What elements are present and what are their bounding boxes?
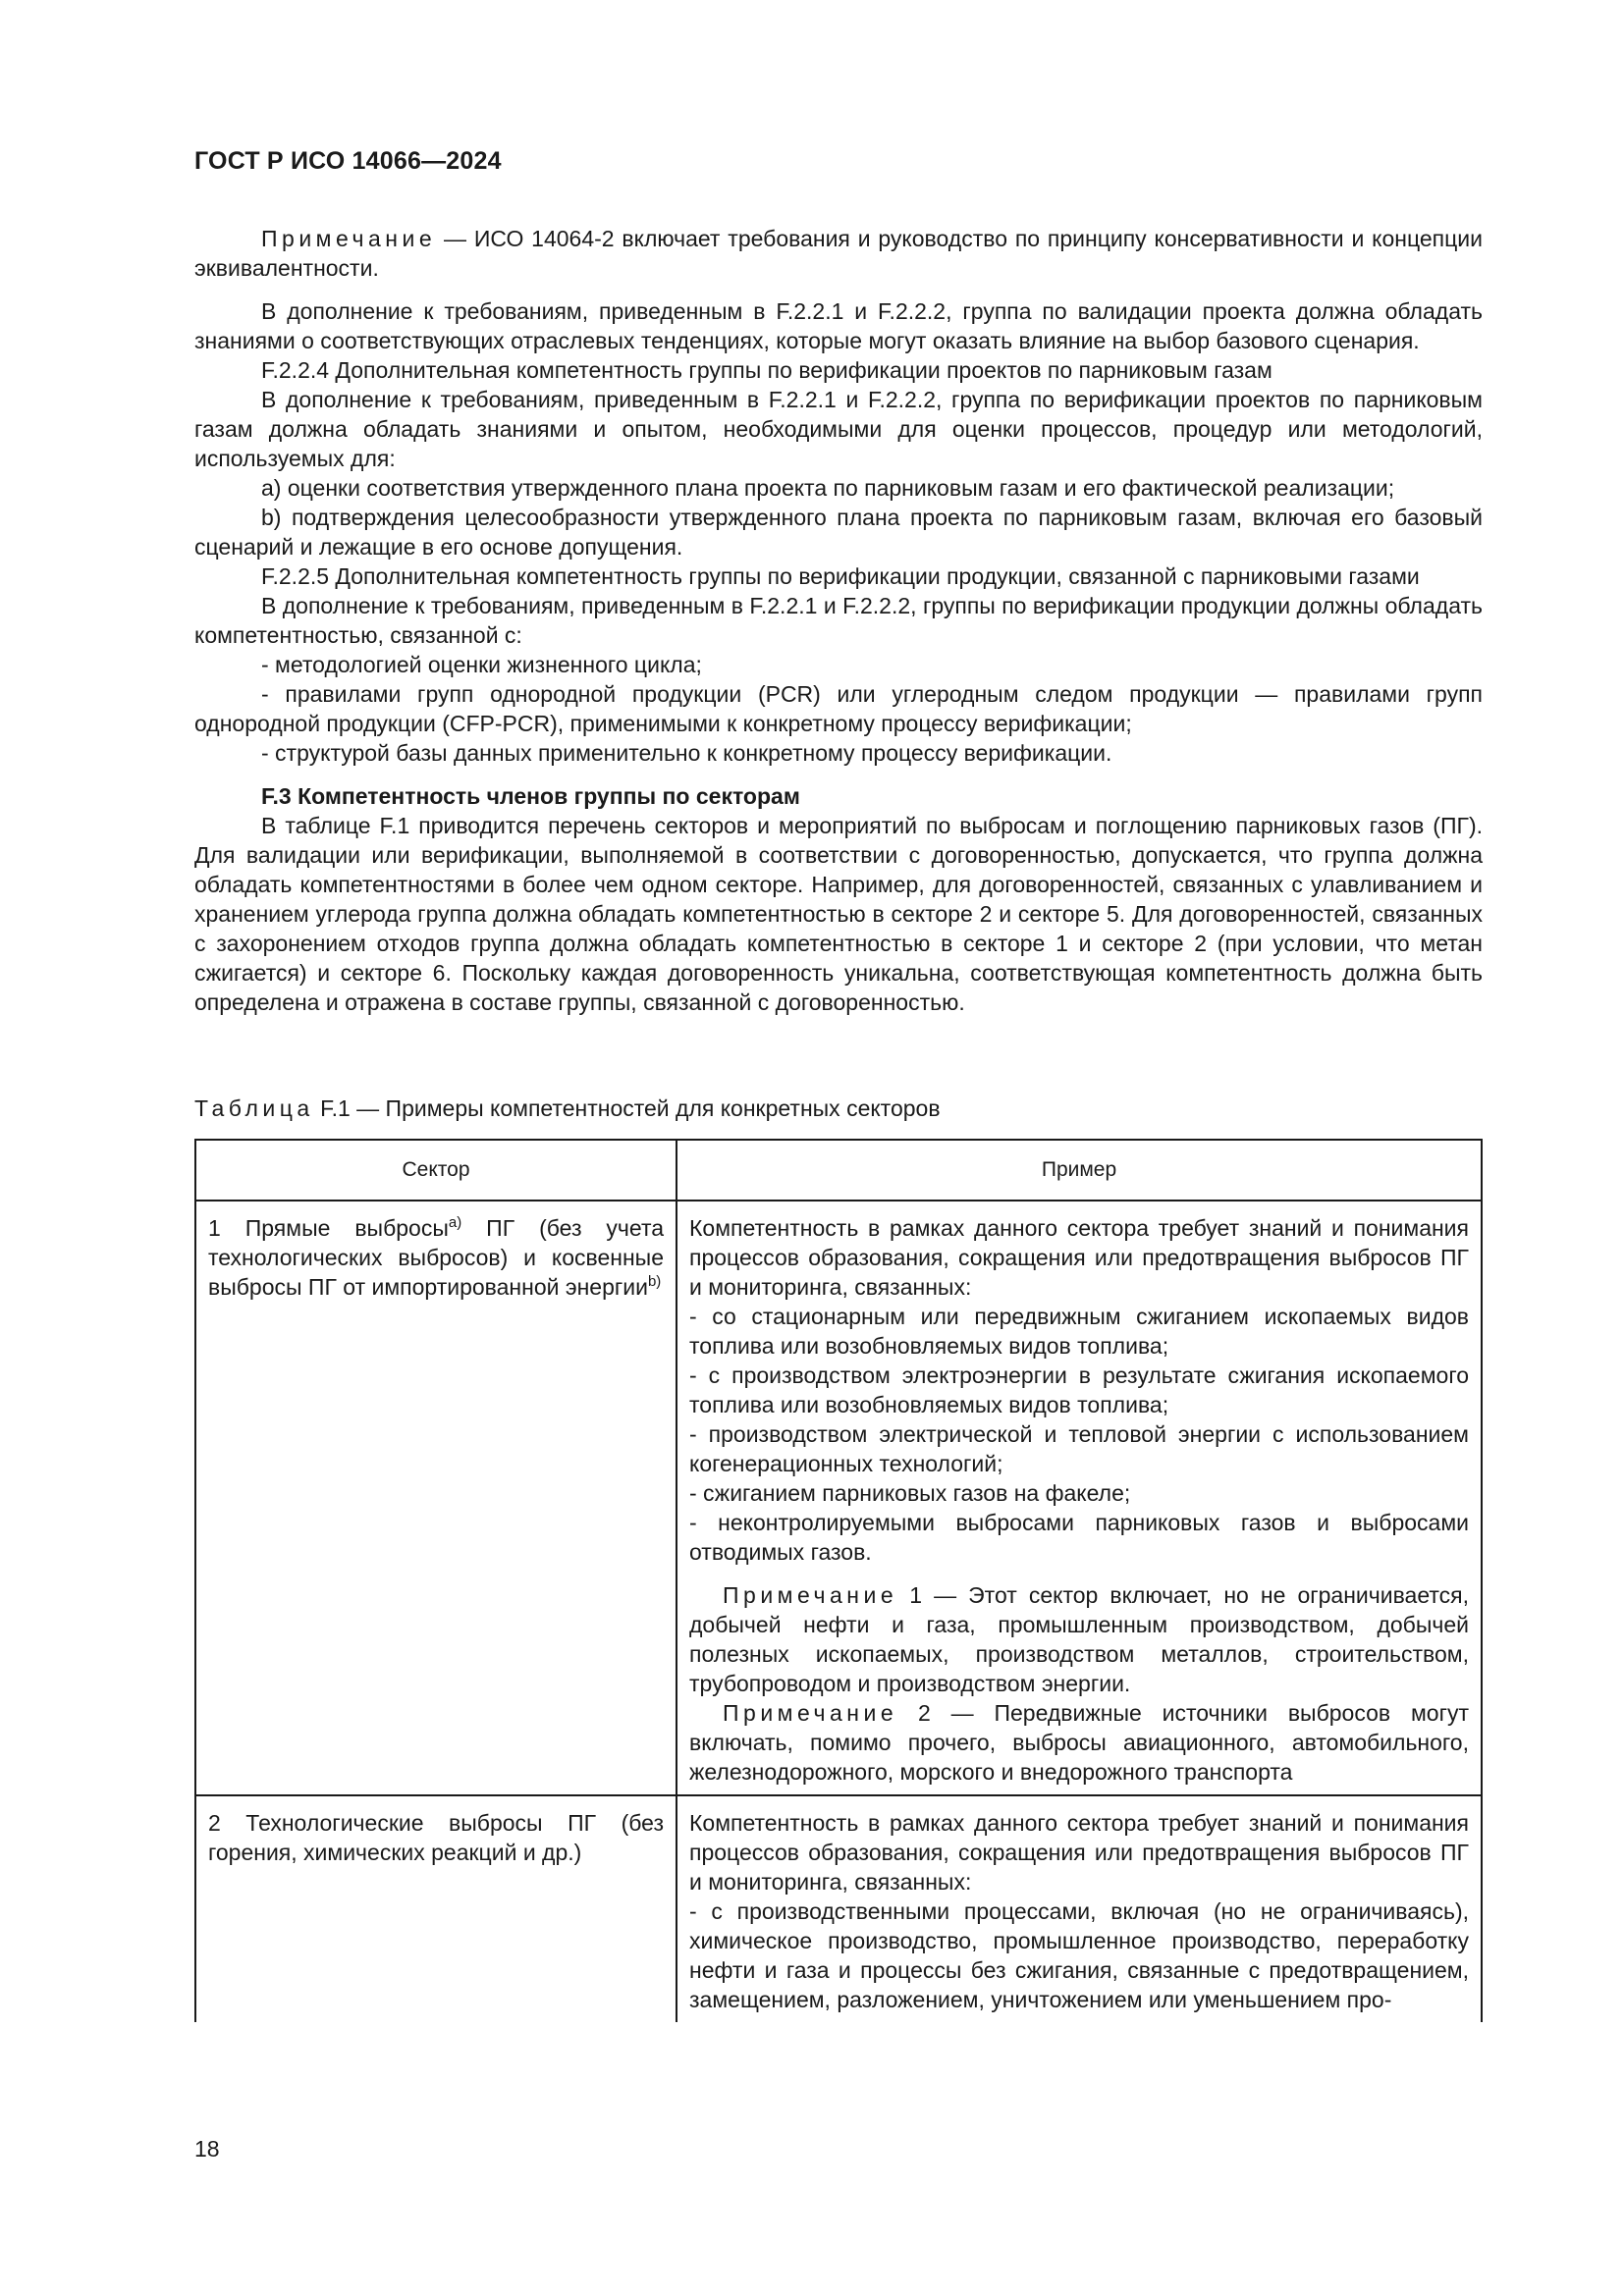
section-title-f225: F.2.2.5 Дополнительная компетентность группы по верификации продукции, связанной с парниковыми газами [261,563,1420,589]
section-title-f224: F.2.2.4 Дополнительная компетентность группы по верификации проектов по парниковым газам [261,357,1272,383]
table-header-row [195,1140,1482,1201]
example-item: - со стационарным или передвижным сжиганием ископаемых видов топлива или возобновляемых видов топлива; [689,1304,1469,1359]
table-row [195,1795,1482,2022]
body-text [194,224,1483,1017]
example-intro: Компетентность в рамках данного сектора требует знаний и понимания процессов образования, сокращения или предотвращения выбросов ПГ и мониторинга, связанных: [689,1810,1469,1895]
table-note-label: Примечание [723,1700,898,1726]
example-item: - с производственными процессами, включая (но не ограничиваясь), химическое производство, промышленное производство, переработку нефти и газа и процессы без сжигания, связанные с предотвращением, замещением, разложением, уничтожением или уменьшением про- [689,1898,1469,2012]
table-caption-text: F.1 — Примеры компетентностей для конкретных секторов [320,1095,941,1121]
sector-cell [195,1201,677,1795]
paragraph: В дополнение к требованиям, приведенным в F.2.2.1 и F.2.2.2, группы по верификации продукции должны обладать компетентностью, связанной с: [194,593,1483,648]
table-note-label: Примечание [723,1582,898,1608]
sector-text: 1 Прямые выбросы [208,1215,449,1241]
list-item: - структурой базы данных применительно к конкретному процессу верификации. [261,740,1112,766]
paragraph: В дополнение к требованиям, приведенным в F.2.2.1 и F.2.2.2, группа по валидации проекта должна обладать знаниями о соответствующих отраслевых тенденциях, которые могут оказать влияние на выбор базового сценария. [194,298,1483,353]
table-note-1 [689,1580,1469,1698]
example-cell [677,1795,1482,2022]
table-caption [194,1094,941,1123]
table-note-2 [689,1698,1469,1787]
sector-text: ПГ (без учета технологических выбросов) и косвенные выбросы ПГ от импортированной энергии [208,1215,665,1300]
paragraph: В дополнение к требованиям, приведенным в F.2.2.1 и F.2.2.2, группа по верификации проектов по парниковым газам должна обладать знаниями и опытом, необходимыми для оценки процессов, процедур или методологий, используемых для: [194,387,1483,471]
list-item: a) оценки соответствия утвержденного плана проекта по парниковым газам и его фактической реализации; [261,475,1395,501]
table-note-text: 2 — Передвижные источники выбросов могут включать, помимо прочего, выбросы авиационного, автомобильного, железнодорожного, морского и внедорожного транспорта [689,1700,1469,1785]
example-item: - сжиганием парниковых газов на факеле; [689,1480,1131,1506]
table-caption-label: Таблица [194,1095,314,1121]
list-item: b) подтверждения целесообразности утвержденного плана проекта по парниковым газам, включая его базовый сценарий и лежащие в его основе допущения. [194,505,1483,560]
list-item: - методологией оценки жизненного цикла; [261,652,702,677]
example-cell [677,1201,1482,1795]
example-intro: Компетентность в рамках данного сектора требует знаний и понимания процессов образования, сокращения или предотвращения выбросов ПГ и мониторинга, связанных: [689,1215,1469,1300]
footnote-mark: b) [647,1273,662,1290]
standard-header: ГОСТ Р ИСО 14066—2024 [194,147,502,175]
column-header-example: Пример [677,1140,1482,1201]
paragraph: В таблице F.1 приводится перечень секторов и мероприятий по выбросам и поглощению парниковых газов (ПГ). Для валидации или верификации, выполняемой в соответствии с договоренностью, допускается, что группа должна обладать компетентностями в более чем одном секторе. Например, для договоренностей, связанных с улавливанием и хранением углерода группа должна обладать компетентностью в секторе 2 и секторе 5. Для договоренностей, связанных с захоронением отходов группа должна обладать компетентностью в секторе 1 и секторе 2 (при условии, что метан сжигается) и секторе 6. Поскольку каждая договоренность уникальна, соответствующая компетентность должна быть определена и отражена в составе группы, связанной с договоренностью. [194,813,1483,1015]
example-item: - с производством электроэнергии в результате сжигания ископаемого топлива или возобновляемых видов топлива; [689,1362,1469,1417]
sector-cell: 2 Технологические выбросы ПГ (без горения, химических реакций и др.) [195,1795,677,2022]
note-text: — ИСО 14064-2 включает требования и руководство по принципу консервативности и концепции эквивалентности. [194,226,1484,281]
footnote-mark: a) [448,1214,462,1231]
competence-table [194,1139,1483,2022]
note-label: Примечание [261,226,437,251]
table-note-text: 1 — Этот сектор включает, но не ограничивается, добычей нефти и газа, промышленным производством, добычей полезных ископаемых, производством металлов, строительством, трубопроводом и производством энергии. [689,1582,1469,1696]
example-item: - неконтролируемыми выбросами парниковых газов и выбросами отводимых газов. [689,1510,1469,1565]
list-item: - правилами групп однородной продукции (PCR) или углеродным следом продукции — правилами групп однородной продукции (CFP-PCR), применимыми к конкретному процессу верификации; [194,681,1483,736]
example-item: - производством электрической и тепловой энергии с использованием когенерационных технологий; [689,1421,1469,1476]
note-paragraph [194,224,1483,283]
page-number: 18 [194,2136,220,2162]
table-row [195,1201,1482,1795]
section-title-f3: F.3 Компетентность членов группы по секторам [261,783,800,809]
column-header-sector: Сектор [195,1140,677,1201]
